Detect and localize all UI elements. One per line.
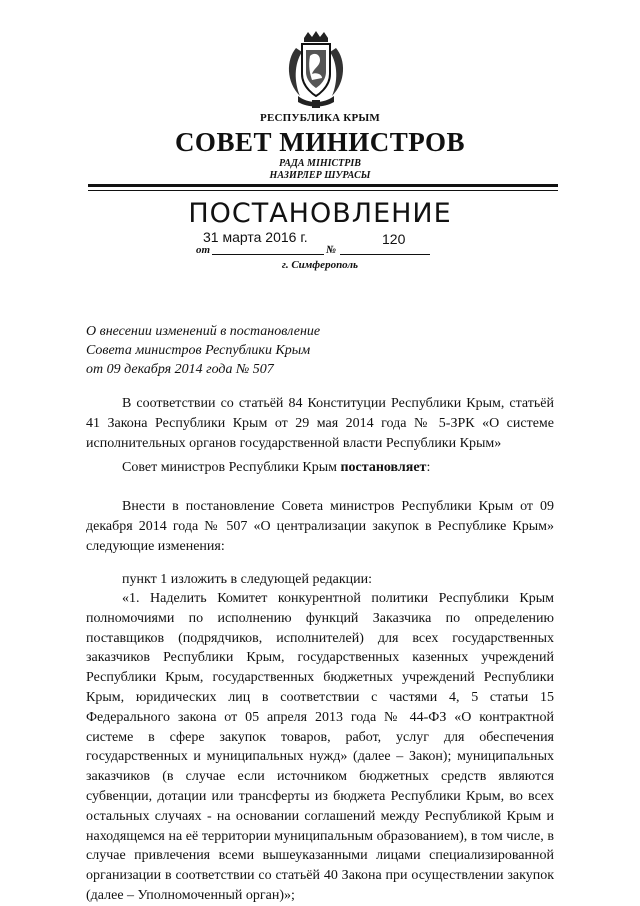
city-name: г. Симферополь [281, 259, 359, 271]
amendment-intro-paragraph: Внести в постановление Совета министров Республики Крым от 09 декабря 2014 года № 507 «О централизации закупок в Республике Крым» следующие изменения: [86, 499, 554, 554]
republic-name: РЕСПУБЛИКА КРЫМ [260, 112, 380, 124]
amendment-text-paragraph: «1. Наделить Комитет конкурентной политики Республики Крым полномочиями по исполнению функций Заказчика по определению поставщиков (подрядчиков, исполнителей) для всех государственных заказчиков Республики Крым, государственных казенных учреждений Республики Крым, государственных бюджетных учреждений Республики Крым, юридических лиц в соответствии с частями 4, 5 статьи 15 Федерального закона от 05 апреля 2013 года № 44-ФЗ «О контрактной системе в сфере закупок товаров, работ, услуг для обеспечения государственных и муниципальных нужд» (далее – Закон); муниципальных заказчиков (в случае если источником бюджетных средств являются субвенции, дотации или трансферты из бюджета Республики Крым, во всех остальных случаях - на основании соглашений между Республикой Крым и находящемся на её территории муниципальным образованием), в том числе, в случае привлечения всеми вышеуказанными лицами специализированной организации в соответствии со статьёй 40 Закона при осуществлении закупок (далее – Уполномоченный орган)»; [86, 591, 554, 903]
council-title-crimean-tatar: НАЗИРЛЕР ШУРАСЫ [269, 170, 371, 181]
number-prefix: № [326, 244, 337, 256]
subject-line-1: О внесении изменений в постановление [86, 324, 321, 339]
coat-of-arms-icon [282, 30, 350, 110]
resolves-tail: : [426, 460, 431, 475]
decree-subject [86, 322, 386, 379]
date-underline [212, 254, 324, 255]
header-rule-thick [88, 184, 558, 187]
council-title-ukrainian: РАДА МІНІСТРІВ [279, 158, 361, 169]
decree-date-handwritten: 31 марта 2016 г. [203, 229, 308, 245]
subject-line-2: Совета министров Республики Крым [86, 343, 311, 358]
number-underline [340, 254, 430, 255]
council-title: СОВЕТ МИНИСТРОВ [174, 127, 466, 157]
resolves-paragraph [86, 458, 554, 478]
resolves-keyword: постановляет [340, 460, 427, 475]
header-rule-thin [88, 190, 558, 191]
resolves-lead: Совет министров Республики Крым [122, 460, 341, 475]
subject-line-3: от 09 декабря 2014 года № 507 [86, 362, 274, 377]
decree-number-handwritten: 120 [382, 231, 406, 247]
preamble-paragraph: В соответствии со статьёй 84 Конституции Республики Крым, статьёй 41 Закона Республики Крым от 29 мая 2014 года № 5-ЗРК «О системе исполнительных органов государственной власти Республики Крым» [86, 396, 554, 451]
date-prefix: от [196, 244, 211, 256]
decree-title: ПОСТАНОВЛЕНИЕ [188, 198, 452, 229]
amendment-item-paragraph: пункт 1 изложить в следующей редакции: [122, 572, 372, 587]
